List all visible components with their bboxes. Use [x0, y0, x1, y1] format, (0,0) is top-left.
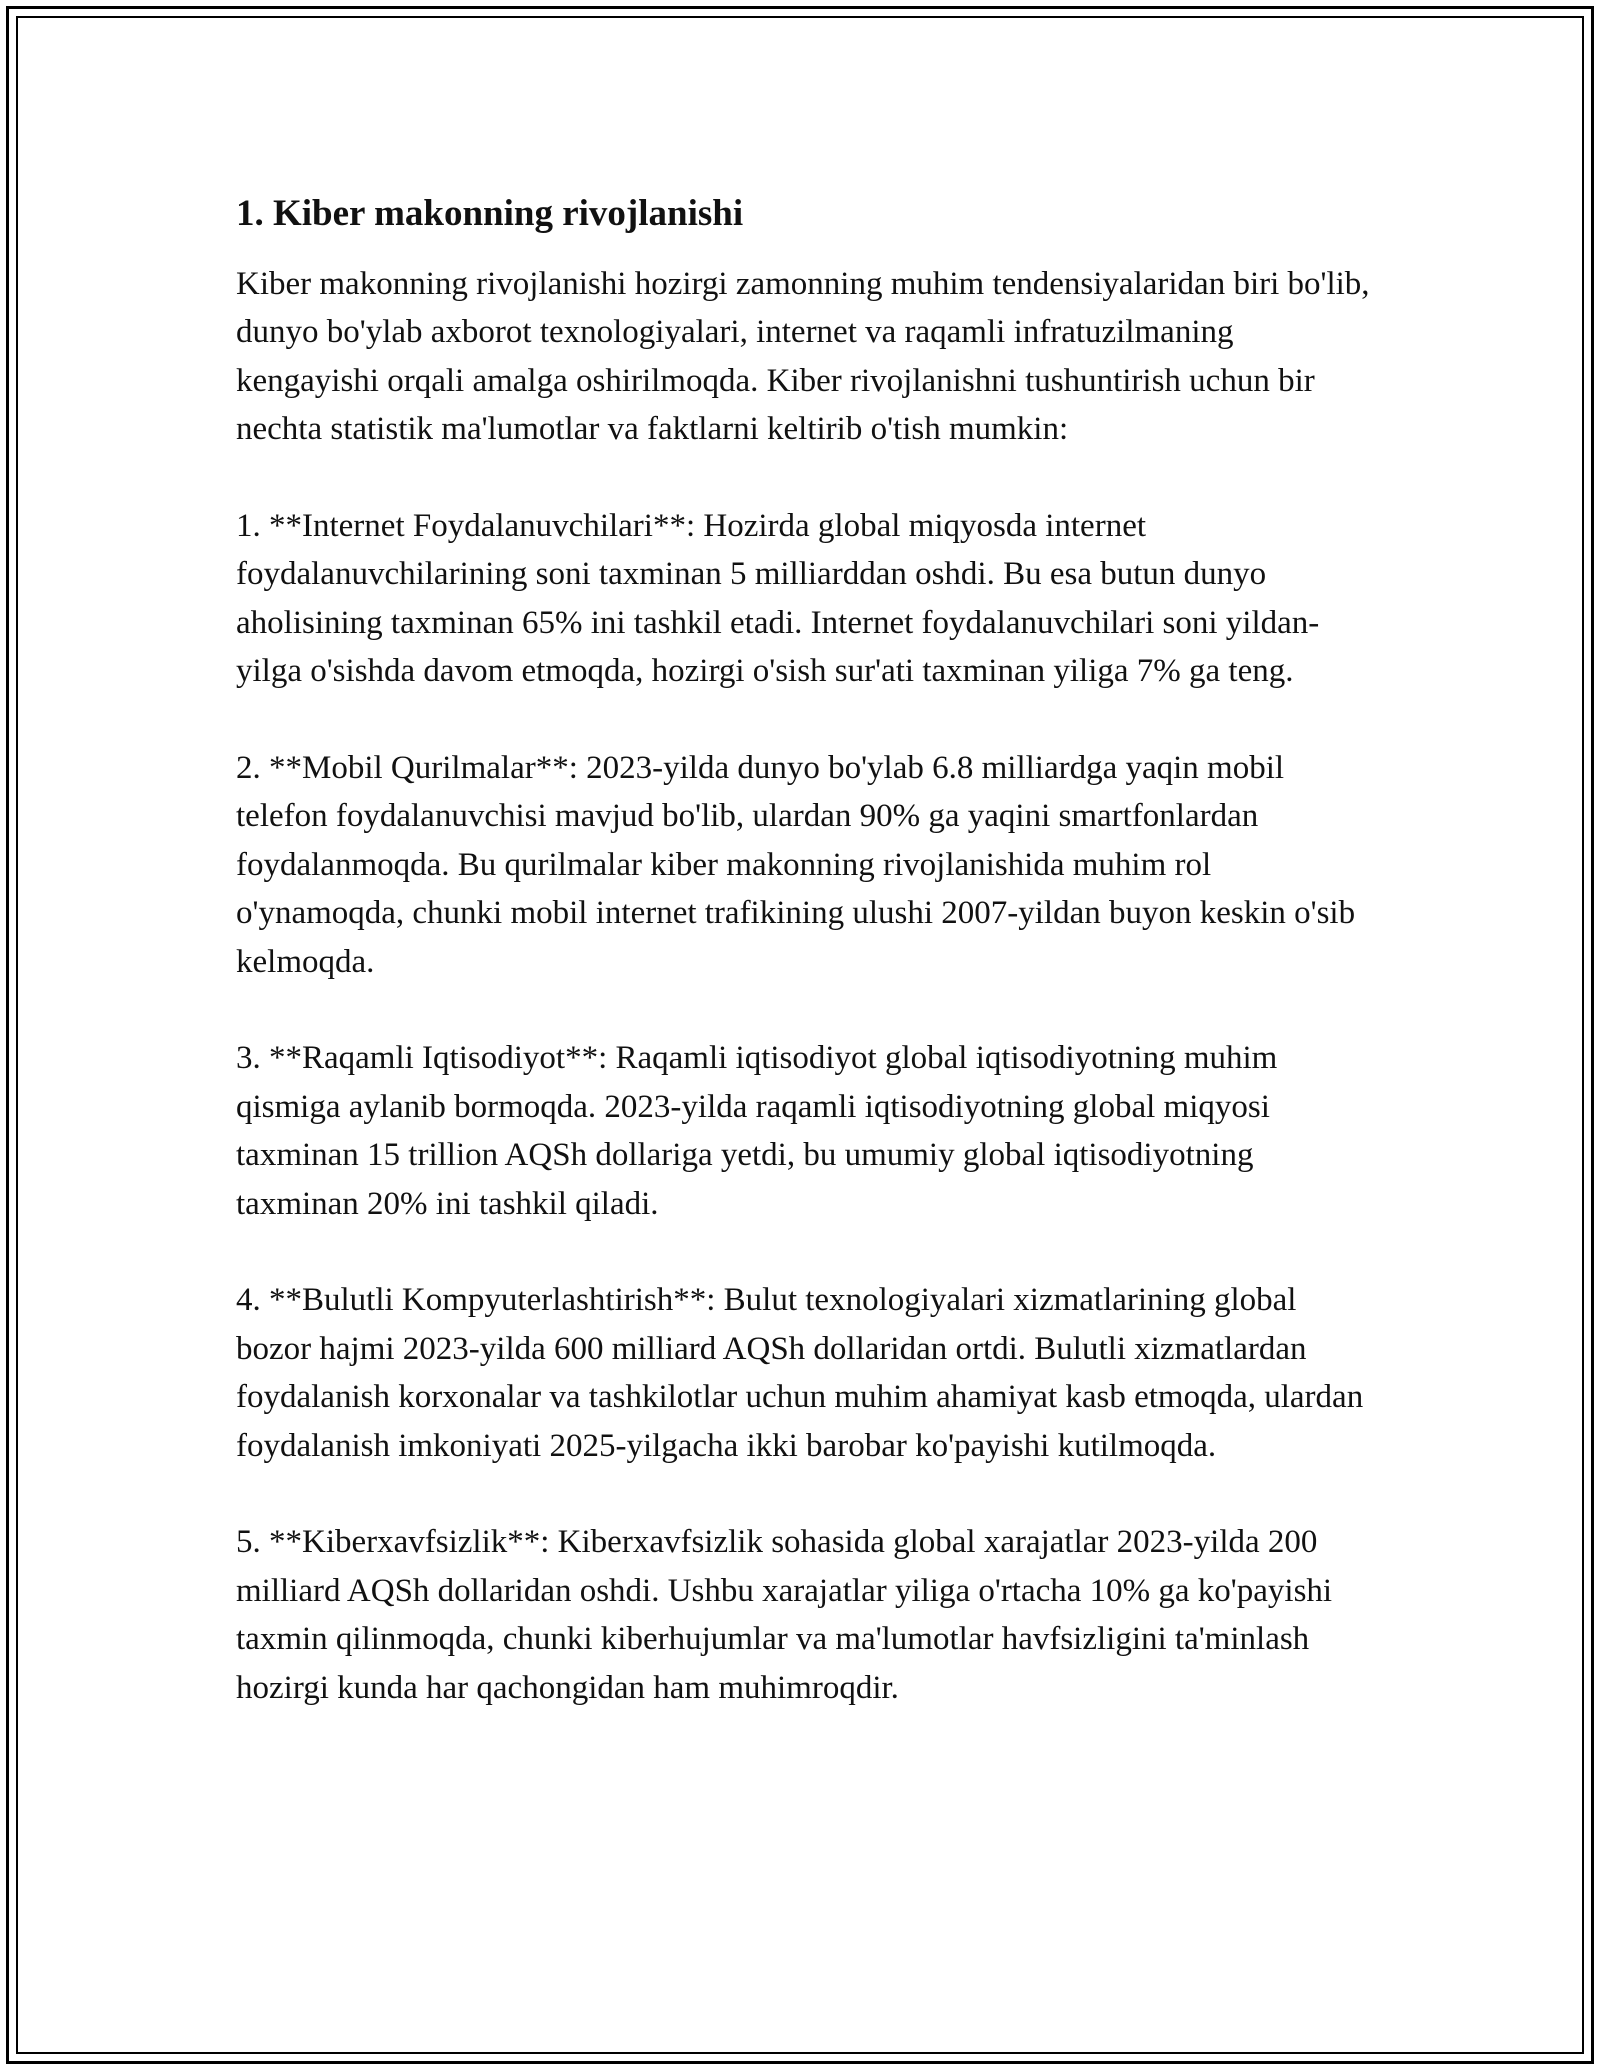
- section-title: 1. Kiber makonning rivojlanishi: [236, 193, 744, 234]
- list-item-internet-users: 1. **Internet Foydalanuvchilari**: Hozirda global miqyosda internet foydalanuvchilarining soni taxminan 5 milliarddan oshdi. Bu esa butun dunyo aholisining taxminan 65% ini tashkil etadi. Internet foydalanuvchilari soni yildan-yilga o'sishda davom etmoqda, hozirgi o'sish sur'ati taxminan yiliga 7% ga teng.: [236, 508, 1320, 690]
- list-item-cybersecurity: 5. **Kiberxavfsizlik**: Kiberxavfsizlik sohasida global xarajatlar 2023-yilda 200 milliard AQSh dollaridan oshdi. Ushbu xarajatlar yiliga o'rtacha 10% ga ko'payishi taxmin qilinmoqda, chunki kiberhujumlar va ma'lumotlar havfsizligini ta'minlash hozirgi kunda har qachongidan ham muhimroqdir.: [236, 1524, 1333, 1706]
- intro-paragraph: Kiber makonning rivojlanishi hozirgi zamonning muhim tendensiyalaridan biri bo'lib, dunyo bo'ylab axborot texnologiyalari, internet va raqamli infratuzilmaning kengayishi orqali amalga oshirilmoqda. Kiber rivojlanishni tushuntirish uchun bir nechta statistik ma'lumotlar va faktlarni keltirib o'tish mumkin:: [236, 266, 1370, 448]
- list-item-digital-economy: 3. **Raqamli Iqtisodiyot**: Raqamli iqtisodiyot global iqtisodiyotning muhim qismiga aylanib bormoqda. 2023-yilda raqamli iqtisodiyotning global miqyosi taxminan 15 trillion AQSh dollariga yetdi, bu umumiy global iqtisodiyotning taxminan 20% ini tashkil qiladi.: [236, 1040, 1278, 1222]
- list-item-mobile-devices: 2. **Mobil Qurilmalar**: 2023-yilda dunyo bo'ylab 6.8 milliardga yaqin mobil telefon foydalanuvchisi mavjud bo'lib, ulardan 90% ga yaqini smartfonlardan foydalanmoqda. Bu qurilmalar kiber makonning rivojlanishida muhim rol o'ynamoqda, chunki mobil internet trafikining ulushi 2007-yildan buyon keskin o'sib kelmoqda.: [236, 750, 1356, 980]
- list-item-cloud-computing: 4. **Bulutli Kompyuterlashtirish**: Bulut texnologiyalari xizmatlarining global bozor hajmi 2023-yilda 600 milliard AQSh dollaridan ortdi. Bulutli xizmatlardan foydalanish korxonalar va tashkilotlar uchun muhim ahamiyat kasb etmoqda, ulardan foydalanish imkoniyati 2025-yilgacha ikki barobar ko'payishi kutilmoqda.: [236, 1282, 1364, 1464]
- document-body: [236, 190, 1376, 1712]
